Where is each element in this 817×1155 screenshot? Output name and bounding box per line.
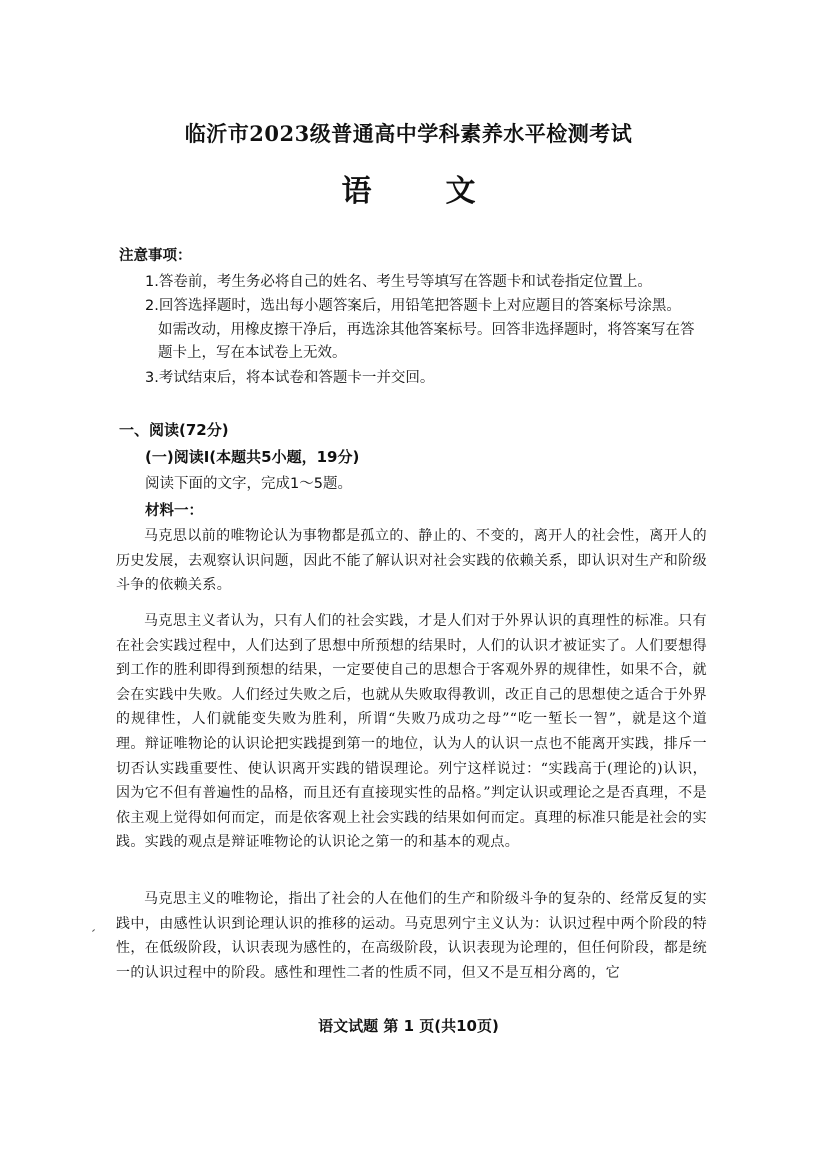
- note-item-2-line1: 2.回答选择题时，选出每小题答案后，用铅笔把答题卡上对应题目的答案标号涂黑。: [145, 298, 681, 314]
- note-item-3: 3.考试结束后，将本试卷和答题卡一并交回。: [145, 370, 435, 386]
- reading-instruction: 阅读下面的文字，完成1～5题。: [145, 476, 352, 492]
- subject-title: 语 文: [341, 174, 498, 209]
- note-item-1: 1.答卷前，考生务必将自己的姓名、考生号等填写在答题卡和试卷指定位置上。: [145, 274, 652, 290]
- notes-heading: 注意事项：: [119, 247, 192, 264]
- passage-paragraph-1: 马克思以前的唯物论认为事物都是孤立的、静止的、不变的，离开人的社会性，离开人的历史发展，去观察认识问题，因此不能了解认识对社会实践的依赖关系，即认识对生产和阶级斗争的依赖关系。: [116, 528, 707, 594]
- scan-speck: [92, 929, 95, 932]
- reading-sub-heading: (一)阅读Ⅰ(本题共5小题，19分): [145, 448, 360, 466]
- passage-paragraph-2: 马克思主义者认为，只有人们的社会实践，才是人们对于外界认识的真理性的标准。只有在社会实践过程中，人们达到了思想中所预想的结果时，人们的认识才被证实了。人们要想得到工作的胜利即得到预想的结果，一定要使自己的思想合于客观外界的规律性，如果不合，就会在实践中失败。人们经过失败之后，也就从失败取得教训，改正自己的思想使之适合于外界的规律性，人们就能变失败为胜利，所谓“失败乃成功之母”“吃一堑长一智”，就是这个道理。辩证唯物论的认识论把实践提到第一的地位，认为人的认识一点也不能离开实践，排斥一切否认实践重要性、使认识离开实践的错误理论。列宁这样说过：“实践高于(理论的)认识，因为它不但有普遍性的品格，而且还有直接现实性的品格。”判定认识或理论之是否真理，不是依主观上觉得如何而定，而是依客观上社会实践的结果如何而定。真理的标准只能是社会的实践。实践的观点是辩证唯物论的认识论之第一的和基本的观点。: [116, 613, 707, 851]
- page-footer: 语文试题 第 1 页(共10页): [318, 1017, 499, 1035]
- exam-title: 临沂市2023级普通高中学科素养水平检测考试: [184, 121, 633, 146]
- passage-paragraph-3: 马克思主义的唯物论，指出了社会的人在他们的生产和阶级斗争的复杂的、经常反复的实践中，由感性认识到论理认识的推移的运动。马克思列宁主义认为：认识过程中两个阶段的特性，在低级阶段，认识表现为感性的，在高级阶段，认识表现为论理的，但任何阶段，都是统一的认识过程中的阶段。感性和理性二者的性质不同，但又不是互相分离的，它: [116, 891, 707, 981]
- section-heading: 一、阅读(72分): [119, 421, 229, 439]
- note-item-2-line2: 如需改动，用橡皮擦干净后，再选涂其他答案标号。回答非选择题时，将答案写在答题卡上，写在本试卷上无效。: [158, 321, 695, 361]
- note-item-2: [145, 295, 705, 366]
- material-label: 材料一：: [145, 503, 203, 519]
